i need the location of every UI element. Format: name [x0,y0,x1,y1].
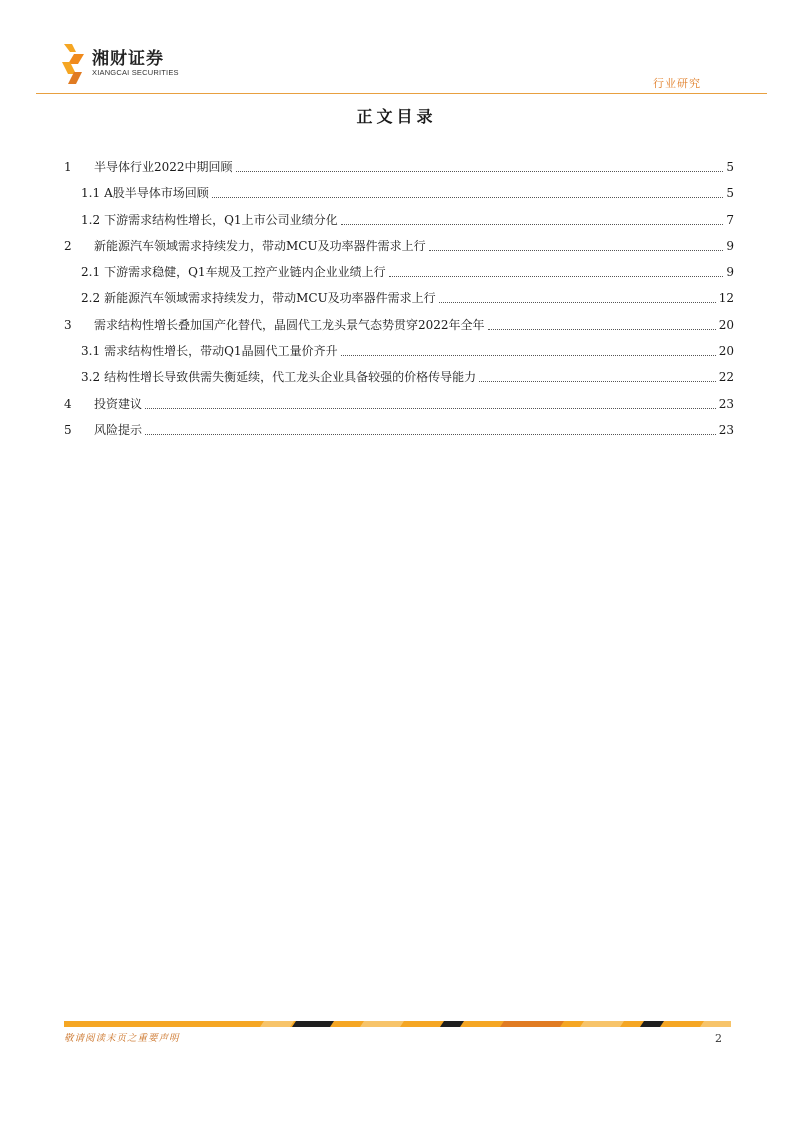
toc-entry-label: 需求结构性增长，带动Q1晶圆代工量价齐升 [104,344,338,359]
toc-entry-label: 下游需求结构性增长，Q1上市公司业绩分化 [104,212,338,227]
brand-name-en: XIANGCAI SECURITIES [92,68,179,77]
toc-entry-label: 新能源汽车领域需求持续发力，带动MCU及功率器件需求上行 [94,238,426,253]
toc-entry-page: 23 [718,422,734,437]
toc-entry[interactable] [64,184,734,210]
toc-entry-number: 3.2 [81,370,101,385]
toc-entry-label: 风险提示 [94,422,143,437]
toc-entry-page: 20 [718,344,734,359]
toc-entry[interactable] [64,342,734,368]
toc-entry-label: 新能源汽车领域需求持续发力，带动MCU及功率器件需求上行 [104,291,436,306]
table-of-contents [64,158,734,447]
toc-entry-page: 5 [726,160,734,174]
toc-entry-number: 3.1 [81,344,101,359]
toc-entry[interactable] [64,316,734,342]
toc-leader-dots [389,263,724,277]
toc-leader-dots [429,237,724,251]
toc-leader-dots [145,395,716,409]
toc-entry-page: 9 [726,238,734,253]
disclaimer-note: 敬请阅读末页之重要声明 [64,1033,180,1044]
toc-entry-page: 7 [726,212,734,227]
toc-leader-dots [212,184,724,198]
toc-entry[interactable] [64,368,734,394]
toc-entry-page: 12 [718,291,734,306]
toc-entry-page: 5 [726,186,734,201]
toc-entry-page: 23 [718,396,734,411]
toc-leader-dots [439,289,716,303]
toc-entry-label: A股半导体市场回顾 [104,186,209,201]
toc-entry-page: 22 [718,370,734,385]
toc-entry[interactable] [64,395,734,421]
page-title: 正文目录 [356,107,437,126]
toc-entry-number: 5 [64,422,72,437]
page-number: 2 [715,1032,722,1045]
toc-entry-number: 1 [64,160,72,174]
toc-entry-number: 1.2 [81,212,101,227]
brand-name: 湘财证券 [92,49,164,69]
toc-entry-page: 20 [718,317,734,332]
toc-entry[interactable] [64,263,734,289]
toc-entry-label: 半导体行业2022中期回顾 [94,160,233,174]
toc-entry[interactable] [64,237,734,263]
toc-entry-label: 下游需求稳健，Q1车规及工控产业链内企业业绩上行 [104,265,386,280]
toc-leader-dots [488,316,716,330]
toc-leader-dots [236,158,724,172]
toc-entry-number: 3 [64,317,72,332]
toc-entry-number: 2.2 [81,291,101,306]
toc-entry-label: 需求结构性增长叠加国产化替代，晶圆代工龙头景气态势贯穿2022年全年 [94,317,485,332]
toc-entry-number: 4 [64,396,72,411]
toc-leader-dots [341,211,724,225]
toc-entry[interactable] [64,289,734,315]
report-type-tag: 行业研究 [653,77,701,90]
toc-entry[interactable] [64,421,734,447]
toc-entry-number: 1.1 [81,186,101,201]
toc-entry[interactable] [64,211,734,237]
toc-leader-dots [479,368,716,382]
footer-stripe [64,1021,731,1027]
toc-entry-number: 2 [64,238,72,253]
logo-icon [60,42,86,86]
toc-entry-label: 投资建议 [94,396,143,411]
toc-entry-label: 结构性增长导致供需失衡延续，代工龙头企业具备较强的价格传导能力 [104,370,477,385]
toc-leader-dots [341,342,716,356]
toc-entry[interactable] [64,158,734,184]
header-divider [36,93,767,94]
toc-leader-dots [145,421,716,435]
toc-entry-number: 2.1 [81,265,101,280]
toc-entry-page: 9 [726,265,734,280]
